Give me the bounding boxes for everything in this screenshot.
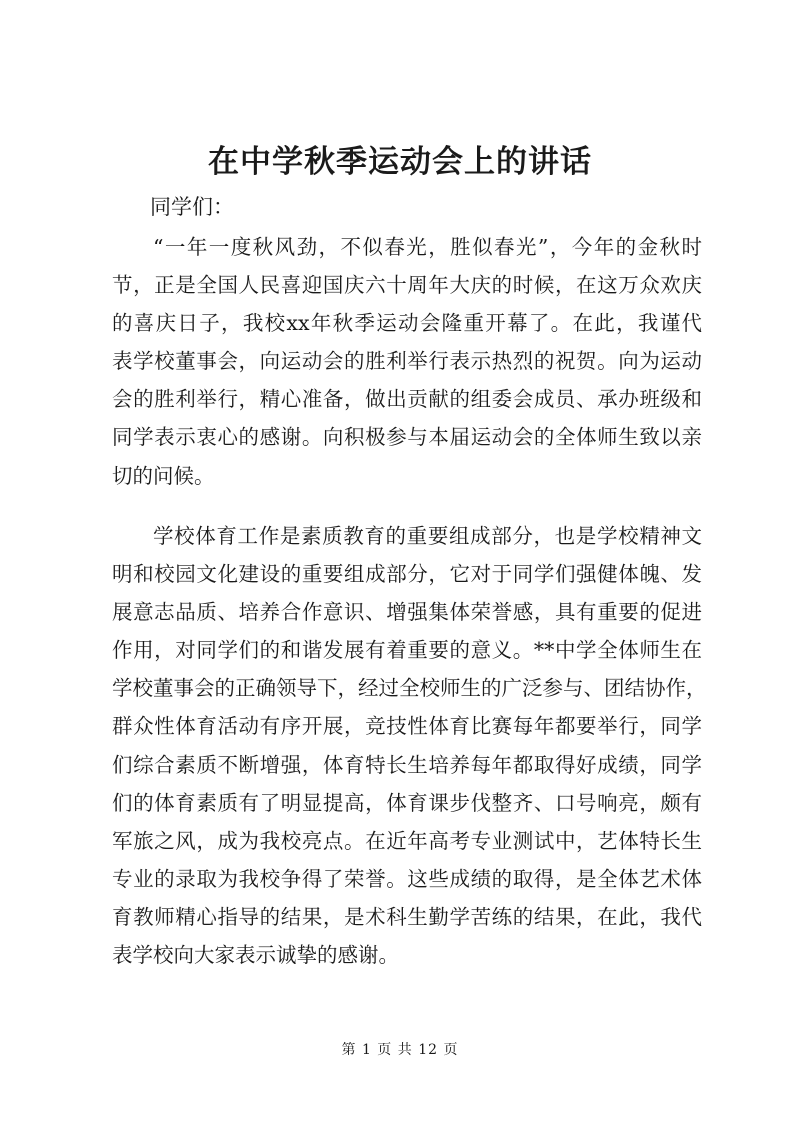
paragraph-line: 育教师精心指导的结果，是术科生勤学苦练的结果，在此，我代 (112, 904, 702, 929)
paragraph-line: 军旅之风，成为我校亮点。在近年高考专业测试中，艺体特长生 (112, 828, 702, 853)
paragraph-line: 作用，对同学们的和谐发展有着重要的意义。**中学全体师生在 (112, 638, 702, 663)
paragraph-line: 同学表示衷心的感谢。向积极参与本届运动会的全体师生致以亲 (112, 425, 702, 450)
paragraph-line: 学校董事会的正确领导下，经过全校师生的广泛参与、团结协作， (112, 676, 707, 701)
paragraph-2 (112, 517, 707, 974)
paragraph-line: 会的胜利举行，精心准备，做出贡献的组委会成员、承办班级和 (112, 387, 702, 412)
paragraph-line: 展意志品质、培养合作意识、增强集体荣誉感，具有重要的促进 (112, 600, 702, 625)
document-title: 在中学秋季运动会上的讲话 (208, 144, 592, 180)
paragraph-1 (112, 228, 702, 495)
paragraph-line: “一年一度秋风劲，不似春光，胜似春光”，今年的金秋时 (153, 235, 702, 259)
paragraph-line: 表学校向大家表示诚挚的感谢。 (112, 943, 399, 968)
paragraph-line: 节，正是全国人民喜迎国庆六十周年大庆的时候，在这万众欢庆 (112, 273, 702, 298)
paragraph-line: 的喜庆日子，我校xx年秋季运动会隆重开幕了。在此，我谨代 (112, 311, 702, 336)
paragraph-line: 表学校董事会，向运动会的胜利举行表示热烈的祝贺。向为运动 (112, 349, 702, 374)
paragraph-line: 专业的录取为我校争得了荣誉。这些成绩的取得，是全体艺术体 (112, 866, 702, 891)
page-number-footer: 第 1 页 共 12 页 (341, 1042, 459, 1058)
salutation: 同学们： (150, 195, 234, 219)
paragraph-line: 明和校园文化建设的重要组成部分，它对于同学们强健体魄、发 (112, 562, 702, 587)
paragraph-line: 群众性体育活动有序开展，竞技性体育比赛每年都要举行，同学 (112, 714, 702, 739)
paragraph-line: 们的体育素质有了明显提高，体育课步伐整齐、口号响亮，颇有 (112, 790, 702, 815)
paragraph-line: 切的问候。 (112, 463, 215, 488)
paragraph-line: 学校体育工作是素质教育的重要组成部分，也是学校精神文 (153, 524, 702, 548)
paragraph-line: 们综合素质不断增强，体育特长生培养每年都取得好成绩，同学 (112, 752, 702, 777)
